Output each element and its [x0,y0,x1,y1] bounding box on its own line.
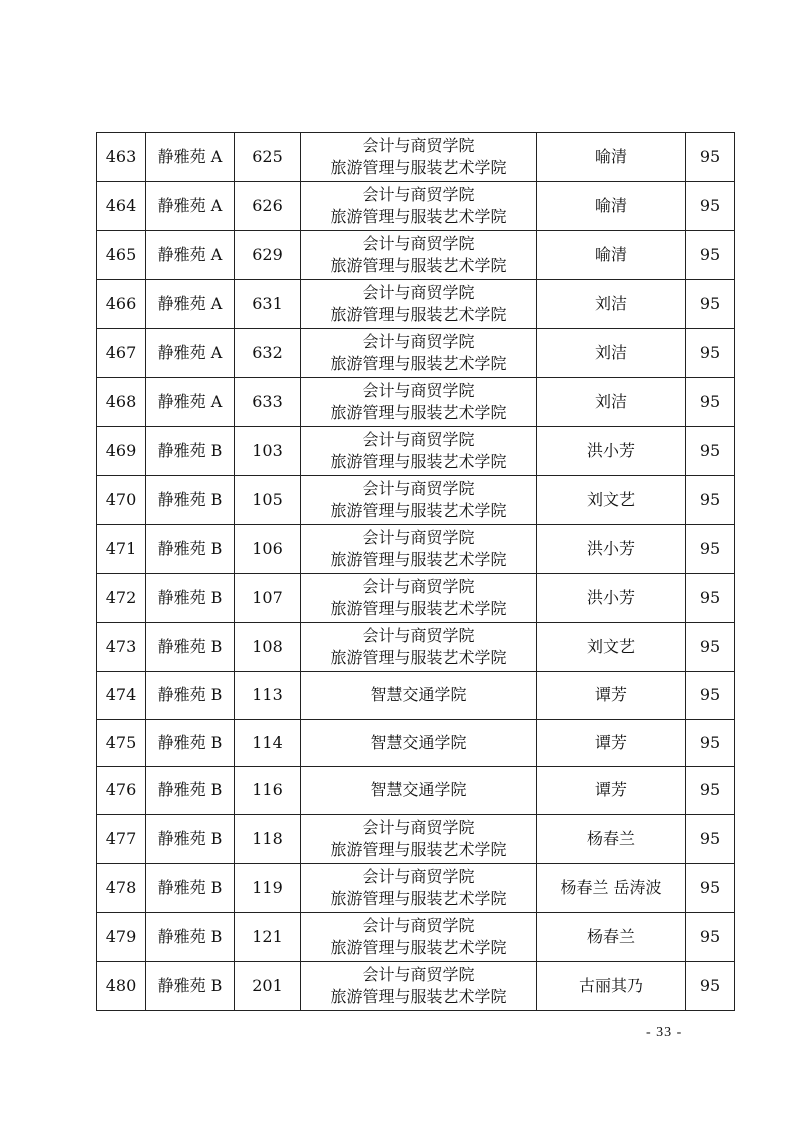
table-row [97,231,735,280]
row-number-cell: 465 [97,231,146,280]
college-name: 智慧交通学院 [370,780,467,800]
college-name: 旅游管理与服装艺术学院 [330,599,507,618]
building-cell: 静雅苑 B [146,623,235,672]
table-row [97,378,735,427]
college-name: 会计与商贸学院 [362,528,475,547]
college-name: 会计与商贸学院 [362,626,475,645]
college-cell [301,476,537,525]
college-name: 智慧交通学院 [370,685,467,705]
building-cell: 静雅苑 B [146,863,235,912]
college-name: 旅游管理与服装艺术学院 [330,937,507,957]
building-cell: 静雅苑 B [146,719,235,767]
person-cell: 古丽其乃 [537,961,686,1010]
college-cell [301,329,537,378]
building-cell: 静雅苑 B [146,912,235,961]
score-cell: 95 [686,476,735,525]
score-cell: 95 [686,719,735,767]
person-cell: 杨春兰 岳涛波 [537,863,686,912]
table-row [97,719,735,767]
college-cell [301,814,537,863]
college-name: 旅游管理与服装艺术学院 [330,158,507,177]
person-cell: 洪小芳 [537,525,686,574]
person-cell: 杨春兰 [537,912,686,961]
building-cell: 静雅苑 B [146,672,235,720]
building-cell: 静雅苑 B [146,961,235,1010]
building-cell: 静雅苑 A [146,329,235,378]
room-cell: 625 [235,133,301,182]
room-cell: 103 [235,427,301,476]
college-cell [301,182,537,231]
college-cell [301,961,537,1010]
person-cell: 刘洁 [537,329,686,378]
score-cell: 95 [686,329,735,378]
college-name: 会计与商贸学院 [362,185,475,204]
row-number-cell: 467 [97,329,146,378]
college-name: 旅游管理与服装艺术学院 [330,354,507,373]
row-number-cell: 478 [97,863,146,912]
person-cell: 刘文艺 [537,476,686,525]
college-name: 旅游管理与服装艺术学院 [330,986,507,1006]
college-cell [301,378,537,427]
person-cell: 洪小芳 [537,427,686,476]
college-name: 智慧交通学院 [370,732,467,752]
building-cell: 静雅苑 B [146,427,235,476]
person-cell: 喻清 [537,133,686,182]
score-cell: 95 [686,133,735,182]
college-cell [301,133,537,182]
room-cell: 108 [235,623,301,672]
college-name: 旅游管理与服装艺术学院 [330,305,507,324]
table-row [97,280,735,329]
college-name: 旅游管理与服装艺术学院 [330,207,507,226]
building-cell: 静雅苑 A [146,182,235,231]
row-number-cell: 463 [97,133,146,182]
row-number-cell: 470 [97,476,146,525]
score-cell: 95 [686,767,735,815]
college-name: 旅游管理与服装艺术学院 [330,452,507,471]
score-cell: 95 [686,961,735,1010]
row-number-cell: 476 [97,767,146,815]
table-row [97,672,735,720]
building-cell: 静雅苑 B [146,525,235,574]
table-row [97,767,735,815]
building-cell: 静雅苑 A [146,280,235,329]
building-cell: 静雅苑 B [146,767,235,815]
room-cell: 105 [235,476,301,525]
college-name: 会计与商贸学院 [362,381,475,400]
building-cell: 静雅苑 B [146,476,235,525]
table-row [97,814,735,863]
score-cell: 95 [686,863,735,912]
row-number-cell: 472 [97,574,146,623]
score-cell: 95 [686,912,735,961]
score-cell: 95 [686,378,735,427]
college-name: 会计与商贸学院 [362,915,475,935]
row-number-cell: 464 [97,182,146,231]
college-cell [301,672,537,720]
room-cell: 632 [235,329,301,378]
score-cell: 95 [686,231,735,280]
college-name: 会计与商贸学院 [362,283,475,302]
table-row [97,525,735,574]
person-cell: 刘文艺 [537,623,686,672]
row-number-cell: 480 [97,961,146,1010]
building-cell: 静雅苑 B [146,814,235,863]
room-cell: 107 [235,574,301,623]
college-name: 会计与商贸学院 [362,332,475,351]
college-name: 旅游管理与服装艺术学院 [330,256,507,275]
room-cell: 114 [235,719,301,767]
table-row [97,863,735,912]
college-name: 旅游管理与服装艺术学院 [330,888,507,908]
person-cell: 刘洁 [537,280,686,329]
college-name: 会计与商贸学院 [362,479,475,498]
room-cell: 119 [235,863,301,912]
room-cell: 106 [235,525,301,574]
table-row [97,329,735,378]
college-name: 会计与商贸学院 [362,866,475,886]
person-cell: 喻清 [537,231,686,280]
college-cell [301,427,537,476]
dormitory-score-table-container [96,132,734,1011]
page-number: - 33 - [646,1025,683,1040]
score-cell: 95 [686,672,735,720]
college-name: 会计与商贸学院 [362,577,475,596]
table-row [97,133,735,182]
table-row [97,623,735,672]
row-number-cell: 473 [97,623,146,672]
college-cell [301,574,537,623]
person-cell: 谭芳 [537,672,686,720]
person-cell: 洪小芳 [537,574,686,623]
row-number-cell: 469 [97,427,146,476]
college-cell [301,719,537,767]
row-number-cell: 471 [97,525,146,574]
college-cell [301,231,537,280]
row-number-cell: 477 [97,814,146,863]
row-number-cell: 466 [97,280,146,329]
room-cell: 631 [235,280,301,329]
college-name: 会计与商贸学院 [362,430,475,449]
row-number-cell: 479 [97,912,146,961]
college-name: 旅游管理与服装艺术学院 [330,648,507,667]
person-cell: 谭芳 [537,767,686,815]
table-row [97,912,735,961]
college-name: 会计与商贸学院 [362,817,475,837]
college-cell [301,767,537,815]
row-number-cell: 468 [97,378,146,427]
score-cell: 95 [686,280,735,329]
score-cell: 95 [686,427,735,476]
score-cell: 95 [686,525,735,574]
room-cell: 633 [235,378,301,427]
college-name: 旅游管理与服装艺术学院 [330,403,507,422]
building-cell: 静雅苑 A [146,133,235,182]
room-cell: 626 [235,182,301,231]
dormitory-score-table [96,132,735,1011]
score-cell: 95 [686,182,735,231]
person-cell: 杨春兰 [537,814,686,863]
college-name: 旅游管理与服装艺术学院 [330,501,507,520]
score-cell: 95 [686,814,735,863]
building-cell: 静雅苑 A [146,231,235,280]
building-cell: 静雅苑 A [146,378,235,427]
room-cell: 116 [235,767,301,815]
room-cell: 118 [235,814,301,863]
row-number-cell: 474 [97,672,146,720]
college-cell [301,525,537,574]
person-cell: 刘洁 [537,378,686,427]
college-cell [301,863,537,912]
table-row [97,476,735,525]
college-cell [301,280,537,329]
table-row [97,574,735,623]
table-body [97,133,735,1011]
table-row [97,961,735,1010]
college-name: 会计与商贸学院 [362,964,475,984]
person-cell: 谭芳 [537,719,686,767]
table-row [97,182,735,231]
room-cell: 113 [235,672,301,720]
room-cell: 121 [235,912,301,961]
building-cell: 静雅苑 B [146,574,235,623]
college-cell [301,623,537,672]
college-name: 旅游管理与服装艺术学院 [330,839,507,859]
college-name: 旅游管理与服装艺术学院 [330,550,507,569]
person-cell: 喻清 [537,182,686,231]
college-name: 会计与商贸学院 [362,234,475,253]
room-cell: 629 [235,231,301,280]
score-cell: 95 [686,574,735,623]
row-number-cell: 475 [97,719,146,767]
college-name: 会计与商贸学院 [362,136,475,155]
room-cell: 201 [235,961,301,1010]
score-cell: 95 [686,623,735,672]
college-cell [301,912,537,961]
table-row [97,427,735,476]
